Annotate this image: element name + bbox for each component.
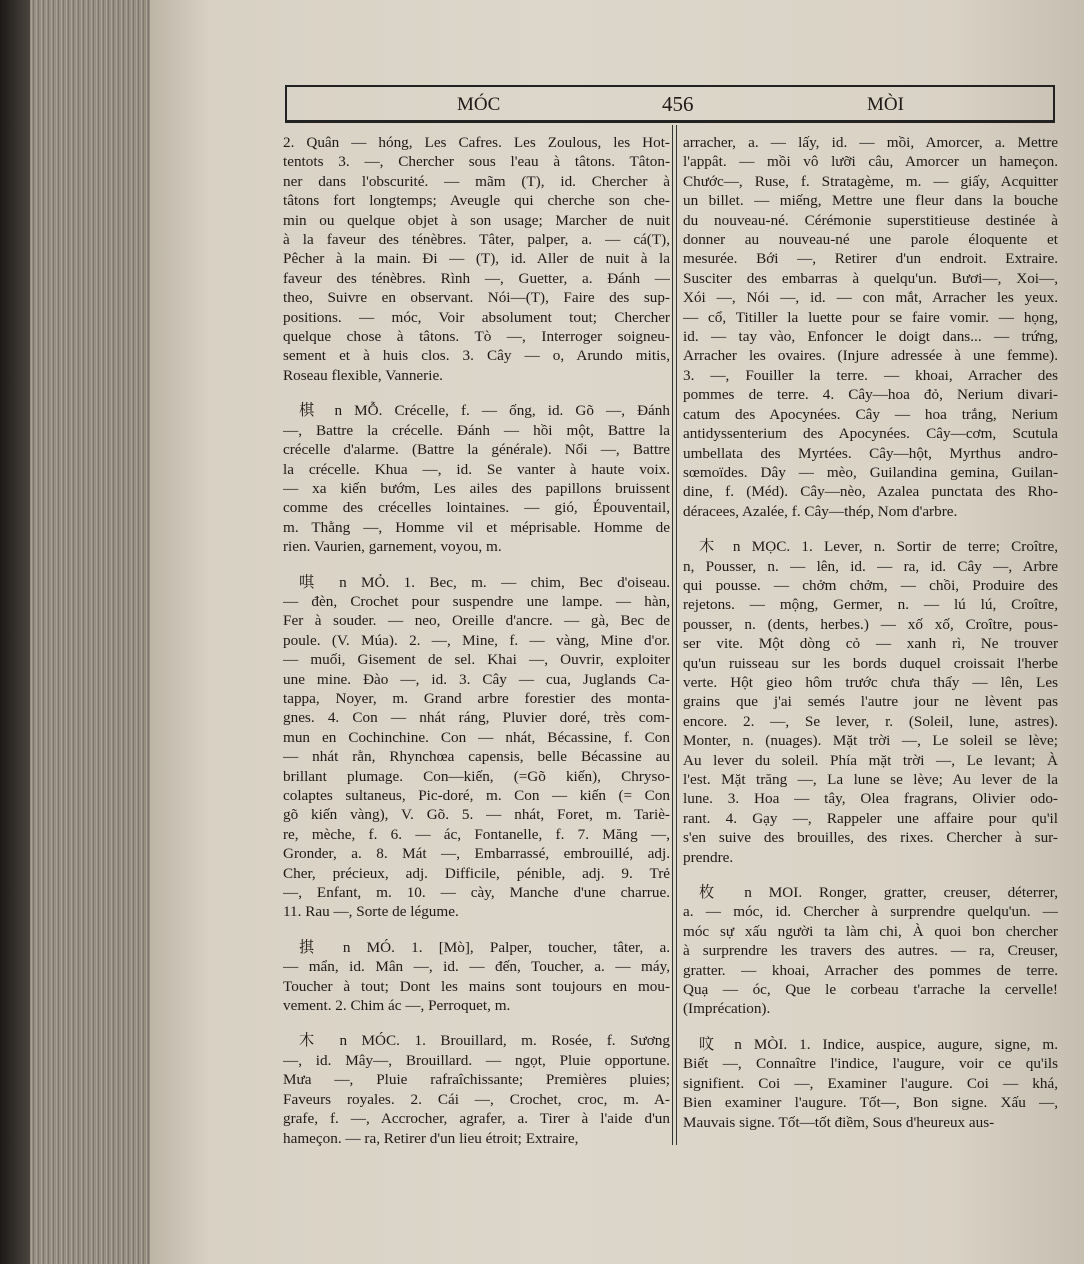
text-line: id. — tay vào, Enfoncer le doigt dans... — trứng, [683,328,1058,346]
text-line: grafe, f. —, Accrocher, agrafer, a. Tirer à l'aide d'un [283,1110,670,1128]
text-line: Monter, n. (nuages). Mặt trời —, Le soleil se lève; [683,732,1058,750]
text-line: 枚 n MOI. Ronger, gratter, creuser, déterrer, [699,884,1058,902]
text-line: positions. — móc, Voir absolument tout; Chercher [283,308,670,326]
text-line: qui pousse. — chởm chởm, — chồi, Produire des [683,576,1058,594]
text-line: Faveurs royales. 2. Cái —, Crochet, croc, m. A- [283,1090,670,1108]
text-line: brillant plumage. Con—kiến, (=Gõ kiến), Chryso- [283,767,670,785]
text-line: rejetons. — mộng, Germer, n. — lú lú, Croître, [683,596,1058,614]
text-line: Toucher à tout; Dont les mains sont toujours en mou- [283,977,670,995]
text-line: encore. 2. —, Se lever, r. (Soleil, lune, astres). [683,712,1058,730]
text-line: tentots 3. —, Chercher sous l'eau à tâtons. Tâton- [283,153,670,171]
text-line: Fer à souder. — neo, Oreille d'ancre. — gà, Bec de [283,612,670,630]
text-line: Cher, précieux, adj. Difficile, pénible, adj. 9. Trẻ [283,864,670,882]
text-line: re, mèche, f. 6. — ác, Fontanelle, f. 7. Măng —, [283,825,670,843]
text-line: 木 n MỌC. 1. Lever, n. Sortir de terre; Croître, [699,538,1058,556]
text-line: signifient. Coi —, Examiner l'augure. Coi — khá, [683,1074,1058,1092]
text-line: Mưa —, Pluie rafraîchissante; Premières pluies; [283,1071,670,1089]
text-line: Gronder, a. 8. Mát —, Embarrassé, embrouillé, adj. [283,845,670,863]
text-line: catum des Apocynées. Cây — hoa trắng, Nerium [683,405,1058,423]
text-line: 11. Rau —, Sorte de légume. [283,903,459,921]
text-line: m. Thằng —, Homme vil et méprisable. Homme de [283,518,670,536]
text-line: 木 n MÓC. 1. Brouillard, m. Rosée, f. Sương [299,1032,670,1050]
text-line: dine, f. (Méd). Cây—nèo, Azalea punctata des Rho- [683,483,1058,501]
dictionary-entry [283,133,670,385]
text-line: à surprendre les travers des autres. — ra, Creuser, [683,942,1058,960]
dictionary-entry [683,537,1058,867]
page-number: 456 [662,92,694,116]
text-line: antidyssenterium des Apocynées. Cây—cơm, Scutula [683,425,1058,443]
text-line: prendre. [683,848,734,866]
column-divider [672,125,677,1145]
text-line: 唭 n MỎ. 1. Bec, m. — chim, Bec d'oiseau. [299,573,670,591]
text-line: rant. 4. Gạy —, Rappeler une affaire pour qu'il [683,809,1058,827]
text-line: Pêcher à la main. Đi — (T), id. Aller de nuit à la [283,250,670,268]
text-line: ser vite. Một dòng cỏ — xanh rì, Ne trouver [683,635,1058,653]
text-line: hameçon. — ra, Retirer d'un lieu étroit; Extraire, [283,1129,579,1147]
dictionary-entry [683,883,1058,1019]
text-line: móc sự xấu người ta làm chi, À quoi bon chercher [683,922,1058,940]
text-line: — cổ, Titiller la luette pour se faire vomir. — họng, [683,308,1058,326]
text-line: du nouveau-né. Cérémonie superstitieuse destinée à [683,211,1058,229]
text-line: tâtons fort longtemps; Aveugle qui cherche son che- [283,192,670,210]
text-line: crécelle d'alarme. (Battre la générale). Nổi —, Battre [283,441,670,459]
running-header [285,85,1055,123]
text-line: —, Enfant, m. 10. — cày, Manche d'une charrue. [283,884,670,902]
text-line: pommes de terre. 4. Cây—hoa đỏ, Nerium divari- [683,386,1058,404]
text-line: — xa kiến bướm, Les ailes des papillons bruissent [283,479,670,497]
text-line: Xói —, Nói —, id. — con mắt, Arracher les yeux. [683,289,1058,307]
text-line: n, Pousser, n. — lên, id. — ra, id. Cây —, Arbre [683,557,1058,575]
dictionary-entry [283,401,670,556]
text-line: theo, Suivre en observant. Nói—(T), Faire des sup- [283,289,670,307]
text-line: quelque chose à tâtons. Tò —, Interroger soigneu- [283,328,670,346]
text-line: gratter. — khoai, Arracher des pommes de terre. [683,961,1058,979]
text-line: donner au nouveau-né une parole éloquente et [683,231,1058,249]
text-line: Chước—, Ruse, f. Stratagème, m. — giấy, Acquitter [683,172,1058,190]
text-line: vement. 2. Chim ác —, Perroquet, m. [283,997,511,1015]
text-line: — đèn, Crochet pour suspendre une lampe. — hàn, [283,592,670,610]
text-line: Arracher les ovaires. (Injure adressée à une femme). [683,347,1058,365]
text-line: à la faveur des ténèbres. Tâter, palper, a. — cá(T), [283,231,670,249]
text-line: 棋 n MỖ. Crécelle, f. — ống, id. Gõ —, Đánh [299,402,670,420]
book-spine-shadow [0,0,30,1264]
text-line: poule. (V. Múa). 2. —, Mine, f. — vàng, Mine d'or. [283,631,670,649]
header-right-word: MÒI [867,94,904,115]
text-line: gõ kiến vàng), V. Gõ. 5. — nhát, Foret, m. Tariè- [283,806,670,824]
text-line: 掑 n MÓ. 1. [Mò], Palper, toucher, tâter, a. [299,938,670,956]
text-line: Biết —, Connaître l'indice, l'augure, voir ce qu'ils [683,1055,1058,1073]
text-line: arracher, a. — lấy, id. — mồi, Amorcer, a. Mettre [683,134,1058,151]
text-line: 2. Quân — hóng, Les Cafres. Les Zoulous, les Hot- [283,134,670,151]
text-line: verte. Hột gieo hôm trước chưa thấy — lên, Les [683,673,1058,691]
text-line: comme des crécelles lointaines. — gió, Épouventail, [283,499,670,517]
text-line: mun en Cochinchine. Con — nhát, Bécassine, f. Con [283,728,670,746]
text-line: Mauvais signe. Tốt—tốt điềm, Sous d'heureux aus- [683,1113,995,1131]
text-line: grains que j'ai semés l'autre jour ne lèvent pas [683,693,1058,711]
text-line: colaptes sultaneus, Pic-doré, m. Con — kiến (= Con [283,787,670,804]
text-line: déracees, Azalée, f. Cây—thép, Nom d'arbre. [683,502,958,520]
text-line: —, id. Mây—, Brouillard. — ngọt, Pluie opportune. [283,1051,670,1069]
text-line: —, Battre la crécelle. Đánh — hồi một, Battre la [283,421,670,439]
text-line: tappa, Noyer, m. Grand arbre forestier des monta- [283,689,670,707]
text-line: s'en suive des brouilles, des rixes. Chercher à sur- [683,829,1058,847]
text-line: lune. 3. Hoa — tây, Olea fragrans, Olivier odo- [683,790,1058,808]
text-line: la crécelle. Khua —, id. Se vanter à haute voix. [283,460,670,478]
dictionary-entry [683,1035,1058,1132]
text-line: sement et à huis clos. 3. Cây — o, Arundo mitis, [283,347,670,365]
text-line: umbellata des Myrtées. Cây—hột, Myrthus andro- [683,444,1058,462]
text-line: — mẩn, id. Mân —, id. — đến, Toucher, a. — máy, [283,958,670,976]
text-line: l'appât. — mồi vô lưỡi câu, Amorcer un hameçon. [683,153,1058,171]
text-line: mesurée. Bới —, Retirer d'un endroit. Extraire. [683,250,1058,268]
text-line: 呅 n MÒI. 1. Indice, auspice, augure, signe, m. [699,1035,1058,1053]
text-line: l'est. Mặt trăng —, La lune se lève; Au lever de la [683,771,1058,788]
text-line: a. — móc, id. Chercher à surprendre quelqu'un. — [683,903,1058,921]
right-column [683,133,1058,1148]
text-line: Au lever du soleil. Phía mặt trời —, Le levant; À [683,751,1058,769]
text-line: un billet. — miếng, Mettre une fleur dans la bouche [683,192,1058,210]
text-line: sœmoïdes. Dây — mèo, Guilandina gemina, Guilan- [683,463,1058,481]
text-line: (Imprécation). [683,1000,771,1018]
text-line: pousser, n. (dents, herbes.) — xố xố, Croître, pous- [683,615,1058,633]
text-line: 3. —, Fouiller la terre. — khoai, Arracher des [683,366,1058,384]
text-line: ner dans l'obscurité. — mãm (T), id. Chercher à [283,172,670,190]
text-line: Roseau flexible, Vannerie. [283,366,443,384]
text-line: — muối, Gisement de sel. Khai —, Ouvrir, exploiter [283,651,670,669]
text-line: qu'un ruisseau sur les bords duquel croissait l'herbe [683,654,1058,672]
dictionary-entry [283,938,670,1016]
header-left-word: MÓC [457,94,501,115]
text-line: gnes. 4. Con — nhát ráng, Pluvier doré, très com- [283,709,670,727]
left-column [283,133,670,1164]
text-line: — nhát rằn, Rhynchœa capensis, belle Bécassine au [283,748,670,766]
text-line: Quạ — óc, Que le corbeau t'arrache la cervelle! [683,981,1058,999]
text-line: rien. Vaurien, garnement, voyou, m. [283,538,502,556]
text-line: Bien examiner l'augure. Tốt—, Bon signe. Xấu —, [683,1094,1058,1112]
dictionary-entry [683,133,1058,521]
text-line: Susciter des embarras à quelqu'un. Bươi—, Xoi—, [683,269,1058,287]
text-line: faveur des ténèbres. Rình —, Guetter, a. Đánh — [283,269,670,287]
dictionary-entry [283,573,670,922]
text-line: min ou quelque objet à son usage; Marcher de nuit [283,211,670,229]
text-line: une mine. Đào —, id. 3. Cây — cua, Juglands Ca- [283,670,670,688]
dictionary-entry [283,1031,670,1147]
